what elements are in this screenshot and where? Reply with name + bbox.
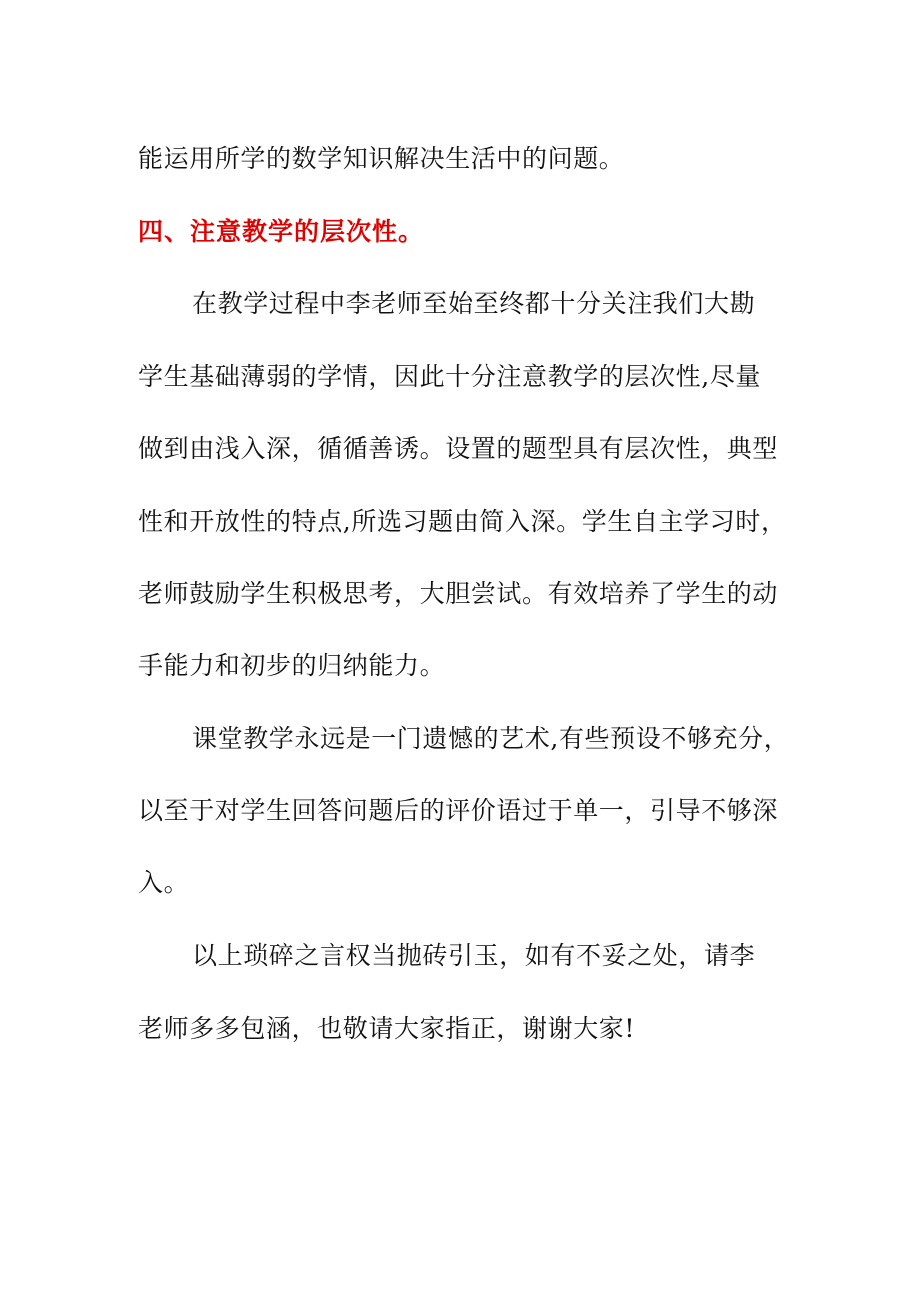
paragraph-line: 能运用所学的数学知识解决生活中的问题。 xyxy=(138,144,625,173)
paragraph-line: 入。 xyxy=(138,868,190,897)
paragraph-line: 手能力和初步的归纳能力。 xyxy=(138,651,446,680)
paragraph-line: 老师鼓励学生积极思考，大胆尝试。有效培养了学生的动 xyxy=(138,579,779,608)
paragraph-line: 以至于对学生回答问题后的评价语过于单一，引导不够深 xyxy=(138,796,779,825)
paragraph-line: 课堂教学永远是一门遗憾的艺术,有些预设不够充分， xyxy=(192,724,790,753)
paragraph-line: 做到由浅入深，循循善诱。设置的题型具有层次性，典型 xyxy=(138,434,779,463)
paragraph-line: 以上琐碎之言权当抛砖引玉，如有不妥之处，请李 xyxy=(192,941,756,970)
paragraph-line: 老师多多包涵，也敬请大家指正，谢谢大家! xyxy=(138,1014,636,1043)
paragraph-line: 在教学过程中李老师至始至终都十分关注我们大勘 xyxy=(192,289,756,318)
paragraph-line: 性和开放性的特点,所选习题由简入深。学生自主学习时， xyxy=(138,507,787,536)
paragraph-line: 学生基础薄弱的学情，因此十分注意教学的层次性,尽量 xyxy=(138,362,761,391)
section-heading: 四、注意教学的层次性。 xyxy=(138,217,425,246)
